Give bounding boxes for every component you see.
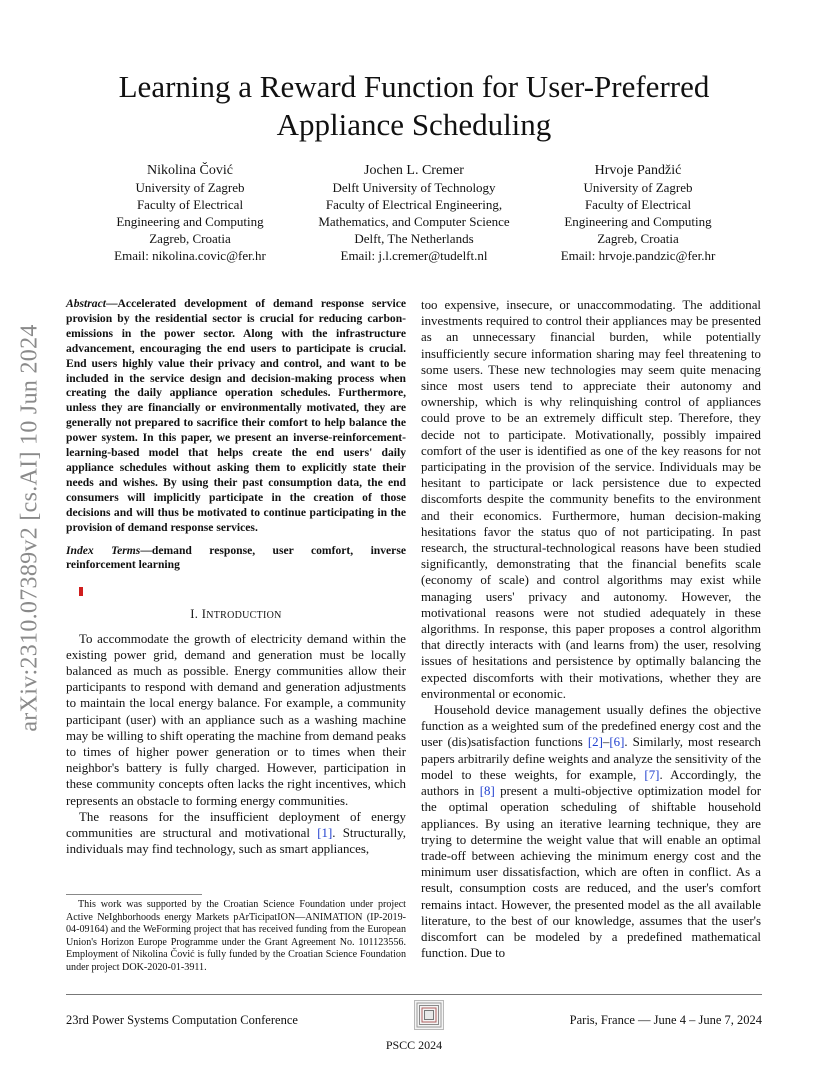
funding-footnote: This work was supported by the Croatian Science Foundation under project Active NeIghborhoods energy Markets pArTicipatION—ANIMATION (IP-2019-04-09164) and the WeForming project that has received funding from the European Union's Horizon Europe Programme under the Grant Agreement No. 101123556. Employment of Nikolina Čović is fully funded by the Croatian Science Foundation under project DOK-2020-01-3911. — [66, 899, 406, 973]
paragraph-text: present a multi-objective optimization model for the optimal operation scheduling of shiftable household appliances. By using an iterative learning technique, they are trying to determine the weight value that will enable an optimal trade-off between achieving the minimum energy cost and the minimum user dissatisfaction, which are often in conflict. As a result, consumption costs are reduced, and the user's comfort remains intact. However, the presented model as the all available literature, to the best of our knowledge, assumes that the user's discomfort can be modeled by a predefined mathematical function. Due to — [421, 784, 761, 961]
title-line-2: Appliance Scheduling — [276, 107, 552, 142]
author-affiliation: Faculty of Electrical Engineering, — [325, 197, 503, 212]
intro-paragraph-1 — [66, 631, 406, 809]
paragraph-text: . Similarly, most research papers arbitrarily define weights and analyze the sensitivity of the model to these weights, for example, — [421, 735, 761, 782]
abstract — [66, 297, 406, 536]
arxiv-sidebar — [10, 298, 50, 758]
author-name: Jochen L. Cremer — [364, 163, 464, 178]
intro-paragraph-3 — [421, 297, 761, 702]
citation-link[interactable]: [7] — [644, 767, 660, 782]
intro-paragraph-4 — [421, 702, 761, 961]
paragraph-text: . Accordingly, the authors in — [421, 767, 761, 799]
author-affiliation: University of Zagreb — [135, 180, 245, 195]
author-location: Delft, The Netherlands — [354, 231, 474, 246]
paragraph-text: The reasons for the insufficient deployment of energy communities are structural and motivational — [66, 809, 406, 840]
abstract-label: Abstract — [66, 297, 106, 310]
conference-acronym: PSCC 2024 — [385, 1038, 443, 1052]
author-3 — [538, 162, 738, 264]
author-email: Email: hrvoje.pandzic@fer.hr — [560, 248, 716, 263]
author-affiliation: University of Zagreb — [583, 180, 693, 195]
abstract-text: —Accelerated development of demand response service provision by the residential sector is crucial for reducing carbon-emissions in the power sector. Along with the infrastructure advancement, encouraging the end users to participate is crucial. End users highly value their privacy and control, and want to be included in the service design and decision-making process when creating the daily appliance operation schedules. Furthermore, unless they are financially or environmentally motivated, they are generally not prepared to sacrifice their comfort to help balance the power system. In this paper, we present an inverse-reinforcement-learning-based model that helps create the end users' daily appliance schedules without asking them to explicitly state their needs and wishes. By using their past consumption data, the end consumers will implicitly participate in the creation of those decisions and will thus be motivated to continue participating in the provision of demand response services. — [66, 297, 406, 534]
author-affiliation: Delft University of Technology — [332, 180, 496, 195]
citation-link[interactable]: [6] — [609, 735, 625, 750]
arxiv-identifier[interactable]: arXiv:2310.07389v2 [cs.AI] 10 Jun 2024 — [16, 324, 43, 732]
author-affiliation: Faculty of Electrical — [136, 197, 244, 212]
section-title-initial: I — [201, 607, 207, 622]
paragraph-text: too expensive, insecure, or unaccommodating. The additional investments required to control their appliances may be presented as an unnecessary financial burden, while potentially insufficiently secure information sharing may feel threatening to some users. These new technologies may seem quite menacing since most users tend to appreciate their autonomy and ownership, which is why relinquishing control of appliances could prove to be an extremely difficult step. Therefore, they decide not to participate. Motivationally, possibly impaired comfort of the user is identified as one of the key reasons for not participating in the provision of the service. Individuals may be hesitant to participate or lack persistence due to expected discomforts despite the community benefits to the environment and their economics. Furthermore, human decision-making hesitations favor the status quo of not participating. In past research, the structural-technological reasons have been studied significantly, demonstrating that the financial benefits scale (economy of scale) and control algorithms may exist while managing users' privacy and autonomy. However, the motivational reasons were not studied adequately in these algorithms. In response, this paper proposes a control algorithm that directly interacts with (and learns from) the user, resolving issues of hesitations and persistence by optimally balancing the expected discomforts with their motivations, whether they are environmental or economic. — [421, 298, 761, 701]
author-email: Email: nikolina.covic@fer.hr — [114, 248, 266, 263]
author-email: Email: j.l.cremer@tudelft.nl — [340, 248, 488, 263]
paper-title — [0, 68, 828, 144]
author-affiliation: Faculty of Electrical — [584, 197, 692, 212]
paragraph-text: Household device management usually defines the objective function as a weighted sum of the predefined energy cost and the user (dis)satisfaction functions — [421, 703, 761, 750]
footer-rule — [66, 994, 762, 995]
author-location: Zagreb, Croatia — [149, 231, 231, 246]
paragraph-text: – — [602, 735, 610, 750]
citation-link[interactable]: [8] — [479, 784, 495, 799]
author-2 — [304, 162, 524, 264]
paragraph-text: . Structurally, individuals may find technology, such as smart appliances, — [66, 825, 406, 857]
author-name: Nikolina Čović — [147, 163, 233, 178]
section-number: I. — [190, 607, 199, 622]
conference-name: 23rd Power Systems Computation Conference — [66, 1013, 298, 1027]
index-terms-text: —demand response, user comfort, inverse reinforcement learning — [66, 543, 406, 572]
section-heading-introduction — [66, 606, 406, 624]
author-affiliation: Mathematics, and Computer Science — [318, 214, 510, 229]
author-affiliation: Engineering and Computing — [116, 214, 264, 229]
pscc-logo-icon — [414, 1000, 444, 1030]
right-column — [421, 297, 761, 961]
footnote-rule — [66, 894, 202, 895]
intro-paragraph-2 — [66, 809, 406, 858]
author-location: Zagreb, Croatia — [597, 231, 679, 246]
citation-link[interactable]: [1] — [317, 825, 333, 840]
left-column — [66, 297, 406, 857]
title-line-1: Learning a Reward Function for User-Preferred — [118, 69, 710, 104]
conference-venue-dates: Paris, France — June 4 – June 7, 2024 — [569, 1013, 762, 1027]
index-terms — [66, 544, 406, 574]
author-1 — [90, 162, 290, 264]
citation-link[interactable]: [2] — [587, 735, 603, 750]
author-name: Hrvoje Pandžić — [594, 163, 682, 178]
section-title-rest: NTRODUCTION — [206, 610, 282, 622]
index-terms-label: Index Terms — [66, 543, 141, 557]
red-marker — [79, 587, 83, 596]
author-affiliation: Engineering and Computing — [564, 214, 712, 229]
paragraph-text: To accommodate the growth of electricity demand within the existing power grid, demand and generation must be locally balanced as much as possible. Energy communities allow their participants to respond with demand and generation adjustments to maintain the local energy balance. For example, a community participant (user) with an appliance such as a washing machine may be willing to shift operating the machine from demand peaks to times of higher power generation or to times when their neighbor's battery is fully charged. However, participation in these community concepts often lacks the right incentives, which represents an obstacle to forming energy communities. — [66, 631, 406, 808]
